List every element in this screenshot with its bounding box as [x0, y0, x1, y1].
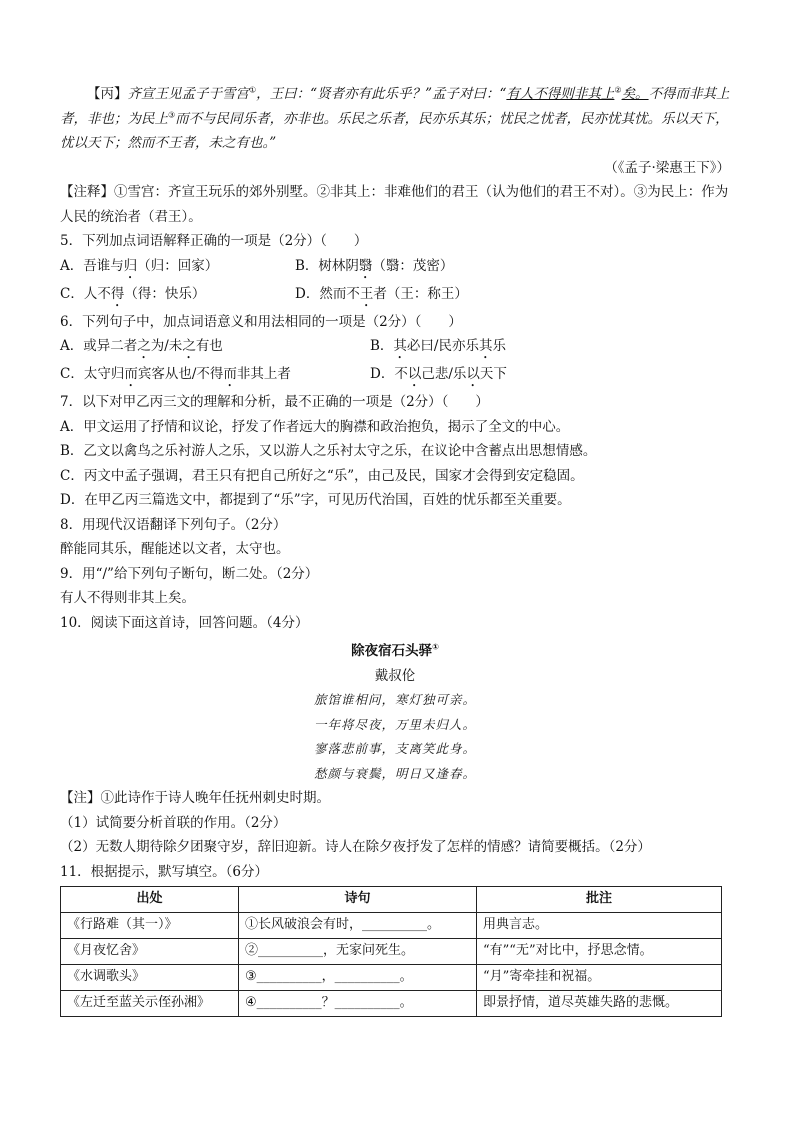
q5-options-row2	[60, 282, 730, 310]
q6-b-dotted-2: 其	[478, 338, 493, 354]
passage-text-1: 齐宣王见孟子于雪宫	[127, 86, 249, 102]
passage-text-2: ，王曰：“贤者亦有此乐乎？”孟子对曰：“	[256, 86, 507, 102]
q5-stem: 5．下列加点词语解释正确的一项是（2分）（ ）	[60, 233, 368, 249]
q5-option-c[interactable]	[60, 282, 295, 310]
cell-fill-blank[interactable]: ②__________，无家问死生。	[239, 939, 477, 965]
q9-sentence: 有人不得则非其上矣。	[60, 590, 195, 606]
q6-c-mid: 宾客从也/不得	[137, 366, 224, 382]
cell-fill-blank[interactable]: ①长风破浪会有时，__________。	[239, 913, 477, 939]
q6-option-b[interactable]	[370, 334, 680, 362]
q7-option-b[interactable]: B．乙文以禽鸟之乐衬游人之乐，又以游人之乐衬太守之乐，在议论中含蓄点出思想情感。	[60, 443, 597, 459]
q6-c-pre: C．太守归	[60, 366, 125, 382]
q6-b-mid: 必曰/民亦乐	[406, 338, 479, 354]
q8-sentence: 醉能同其乐，醒能述以文者，太守也。	[60, 541, 290, 557]
cell-fill-blank[interactable]: ③__________，__________。	[239, 965, 477, 991]
cell-annotation: “月”寄牵挂和祝福。	[477, 965, 722, 991]
cell-annotation: 用典言志。	[477, 913, 722, 939]
q6-c-dotted-1: 而	[124, 366, 138, 382]
q6-options-row2	[60, 362, 730, 390]
poem-line-2: 一年将尽夜，万里未归人。	[313, 716, 476, 732]
q6-a-dotted-2: 之	[182, 338, 196, 354]
poem-note-label: 【注】	[60, 790, 101, 806]
cell-source: 《行路难（其一）》	[61, 913, 239, 939]
poem-line-1: 旅馆谁相问，寒灯独可亲。	[313, 692, 476, 707]
cell-fill-blank[interactable]: ④__________？__________。	[239, 991, 477, 1017]
q5-b-post: （翳：茂密）	[372, 257, 454, 274]
q6-a-pre: A．或异二者	[60, 338, 138, 354]
q6-d-mid: 己悲/乐	[421, 366, 467, 382]
q5-d-post: 者（王：称王）	[373, 285, 468, 302]
poem-title	[60, 639, 730, 664]
poem-note-text: ①此诗作于诗人晚年任抚州刺史时期。	[100, 790, 330, 806]
table-row	[61, 939, 722, 965]
q5-d-dotted: 王	[359, 285, 374, 302]
q5-d-pre: D．然而不	[295, 285, 360, 302]
exam-page	[60, 82, 730, 1017]
dictation-table	[60, 886, 722, 1017]
q5-c-pre: C．人不	[60, 285, 111, 302]
q5-option-a[interactable]	[60, 254, 295, 282]
underlined-sentence: 有人不得则非其上	[506, 86, 615, 102]
q6-c-post: 非其上者	[236, 366, 291, 382]
q5-option-b[interactable]	[295, 254, 530, 282]
q6-option-a[interactable]	[60, 334, 370, 362]
poem-line-3: 寥落悲前事，支离笑此身。	[313, 741, 476, 756]
cell-annotation: “有”“无”对比中，抒思念情。	[477, 939, 722, 965]
q6-d-post: 天下	[479, 366, 507, 382]
poem-note	[60, 786, 730, 811]
notes	[60, 180, 730, 229]
q6-option-c[interactable]	[60, 362, 370, 390]
cell-source: 《左迁至蓝关示侄孙湘》	[61, 991, 239, 1017]
q6-stem: 6．下列句子中，加点词语意义和用法相同的一项是（2分）（ ）	[60, 313, 462, 330]
q6-a-mid: 为/未	[150, 338, 183, 354]
cell-source: 《水调歌头》	[61, 965, 239, 991]
header-annotation: 批注	[477, 887, 722, 913]
q5-option-d[interactable]	[295, 282, 530, 310]
q5-b-dotted: 翳	[358, 257, 373, 274]
poem-title-text: 除夜宿石头驿	[351, 643, 433, 659]
header-source: 出处	[61, 887, 239, 913]
q9-stem: 9．用“/”给下列句子断句，断二处。（2分）	[60, 565, 319, 582]
note-ref-3: ③	[168, 110, 176, 119]
q6-option-d[interactable]	[370, 362, 680, 390]
q6-a-post: 有也	[195, 338, 223, 354]
q5-a-post: （归：回家）	[137, 257, 219, 274]
q7-option-a[interactable]: A．甲文运用了抒情和议论，抒发了作者远大的胸襟和政治抱负，揭示了全文的中心。	[60, 418, 570, 435]
q8-stem: 8．用现代汉语翻译下列句子。（2分）	[60, 516, 287, 533]
poem-author: 戴叔伦	[374, 667, 416, 684]
q5-b-pre: B．树林阴	[295, 257, 359, 274]
table-header-row	[61, 887, 722, 913]
q11-stem: 11．根据提示，默写填空。（6分）	[60, 863, 269, 880]
q6-b-post: 乐	[492, 338, 506, 354]
q5-a-dotted: 归	[123, 257, 138, 274]
q10-sub2: （2）无数人期待除夕团聚守岁，辞旧迎新。诗人在除夕夜抒发了怎样的情感？请简要概括。（2分）	[60, 839, 651, 855]
q10-stem: 10．阅读下面这首诗，回答问题。（4分）	[60, 614, 309, 631]
table-row	[61, 991, 722, 1017]
passage-source: （《孟子·梁惠王下》）	[604, 159, 730, 176]
q6-d-dotted-2: 以	[466, 366, 480, 382]
q6-c-dotted-2: 而	[223, 366, 237, 382]
q5-options-row1	[60, 254, 730, 282]
q7-option-c[interactable]: C．丙文中孟子强调，君王只有把自己所好之“乐”，由己及民，国家才会得到安定稳固。	[60, 467, 584, 484]
q6-b-pre: B．	[370, 338, 394, 354]
passage-text-3: 不得而非其上者，非也；为民上	[60, 86, 730, 127]
q5-c-dotted: 得	[110, 285, 125, 302]
poem-note-ref: ①	[432, 642, 439, 652]
table-row	[61, 913, 722, 939]
passage-text-4: 而不与民同乐者，亦非也。乐民之乐者，民亦乐其乐；忧民之忧者，民亦忧其忧。乐以天下，忧以天下；然而不王者，未之有也。”	[60, 110, 729, 151]
q6-options-row1	[60, 334, 730, 362]
note-ref-1: ①	[249, 85, 257, 95]
passage-bing	[60, 82, 730, 156]
note-ref-2: ②	[614, 85, 622, 95]
poem-line-4: 愁颜与衰鬓，明日又逢春。	[313, 765, 476, 781]
notes-label: 【注释】	[60, 184, 114, 200]
cell-source: 《月夜忆舍》	[61, 939, 239, 965]
q7-option-d[interactable]: D．在甲乙丙三篇选文中，都提到了“乐”字，可见历代治国，百姓的忧乐都至关重要。	[60, 492, 571, 508]
q6-d-dotted-1: 以	[407, 366, 422, 382]
q6-d-pre: D．不	[370, 366, 408, 382]
cell-annotation: 即景抒情，道尽英雄失路的悲慨。	[477, 991, 722, 1017]
notes-text: ①雪宫：齐宣王玩乐的郊外别墅。②非其上：非难他们的君王（认为他们的君王不对）。③为民上：作为人民的统治者（君王）。	[60, 184, 729, 225]
q7-stem: 7．以下对甲乙丙三文的理解和分析，最不正确的一项是（2分）（ ）	[60, 394, 489, 410]
underlined-sentence-end: 矣。	[621, 86, 649, 102]
q5-c-post: （得：快乐）	[124, 285, 206, 302]
table-row	[61, 965, 722, 991]
passage-label: 【丙】	[87, 86, 128, 102]
q6-b-dotted-1: 其	[393, 338, 407, 354]
q6-a-dotted-1: 之	[137, 338, 151, 354]
q10-sub1: （1）试简要分析首联的作用。（2分）	[60, 814, 287, 831]
header-poem-line: 诗句	[239, 887, 477, 913]
q5-a-pre: A．吾谁与	[60, 257, 124, 274]
